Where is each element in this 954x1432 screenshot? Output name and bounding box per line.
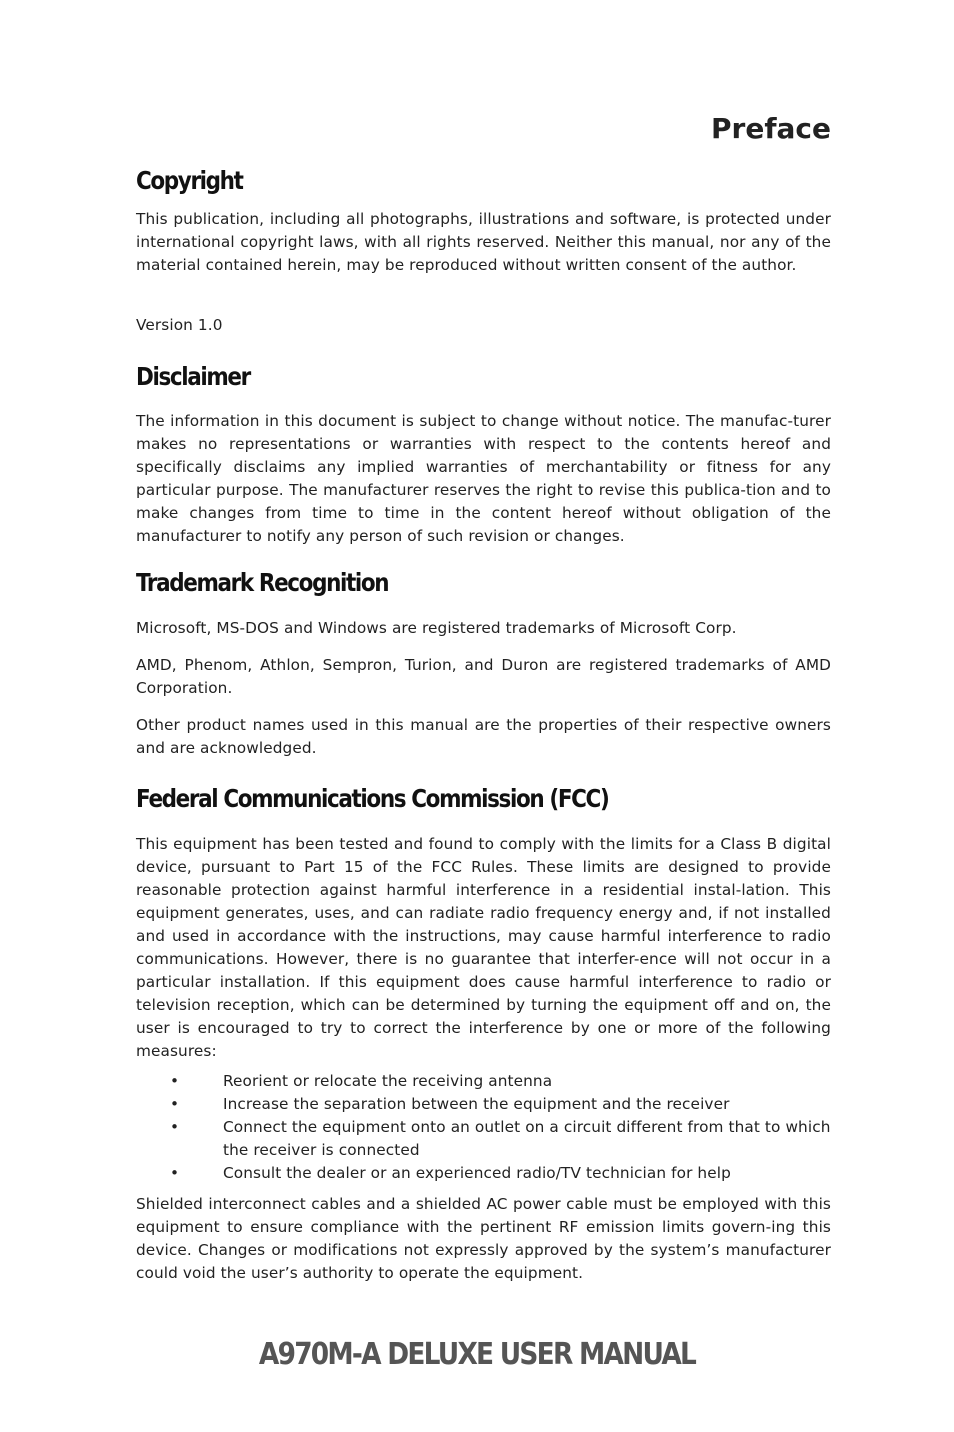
trademark-heading: Trademark Recognition (136, 568, 389, 597)
disclaimer-heading: Disclaimer (136, 362, 250, 391)
trademark-paragraph-2: AMD, Phenom, Athlon, Sempron, Turion, and Duron are registered trademarks of AMD Corporation. (136, 656, 831, 697)
trademark-paragraph-1: Microsoft, MS-DOS and Windows are registered trademarks of Microsoft Corp. (136, 619, 737, 637)
fcc-heading: Federal Communications Commission (FCC) (136, 784, 609, 813)
fcc-measures-list (136, 1070, 831, 1185)
list-item: • Consult the dealer or an experienced radio/TV technician for help (136, 1162, 831, 1185)
disclaimer-body: The information in this document is subject to change without notice. The manufac-turer makes no representations or warranties with respect to the contents hereof and specifically disclaims any implied warranties of merchantability or fitness for any particular purpose. The manufacturer reserves the right to revise this publica-tion and to make changes from time to time in the content hereof without obligation of the manufacturer to notify any person of such revision or changes. (136, 412, 831, 545)
fcc-closing: Shielded interconnect cables and a shielded AC power cable must be employed with this equipment to ensure compliance with the pertinent RF emission limits govern-ing this device. Changes or modifications not expressly approved by the system’s manufacturer could void the user’s authority to operate the equipment. (136, 1195, 831, 1282)
version-text: Version 1.0 (136, 316, 223, 334)
list-item: • Increase the separation between the equipment and the receiver (136, 1093, 831, 1116)
page-title: Preface (711, 112, 831, 145)
copyright-heading: Copyright (136, 166, 243, 195)
list-item: • Reorient or relocate the receiving antenna (136, 1070, 831, 1093)
fcc-body: This equipment has been tested and found to comply with the limits for a Class B digital device, pursuant to Part 15 of the FCC Rules. These limits are designed to provide reasonable protection against harmful interference in a residential instal-lation. This equipment generates, uses, and can radiate radio frequency energy and, if not installed and used in accordance with the instructions, may cause harmful interference to radio communications. However, there is no guarantee that interfer-ence will not occur in a particular installation. If this equipment does cause harmful interference to radio or television reception, which can be determined by turning the equipment off and on, the user is encouraged to try to correct the interference by one or more of the following measures: (136, 835, 831, 1060)
manual-footer-title: A970M-A DELUXE USER MANUAL (258, 1337, 696, 1372)
trademark-paragraph-3: Other product names used in this manual are the properties of their respective owners and are acknowledged. (136, 716, 831, 757)
list-item: • Connect the equipment onto an outlet on a circuit different from that to which the receiver is connected (136, 1116, 831, 1162)
copyright-body: This publication, including all photographs, illustrations and software, is protected under international copyright laws, with all rights reserved. Neither this manual, nor any of the material contained herein, may be reproduced without written consent of the author. (136, 210, 831, 274)
